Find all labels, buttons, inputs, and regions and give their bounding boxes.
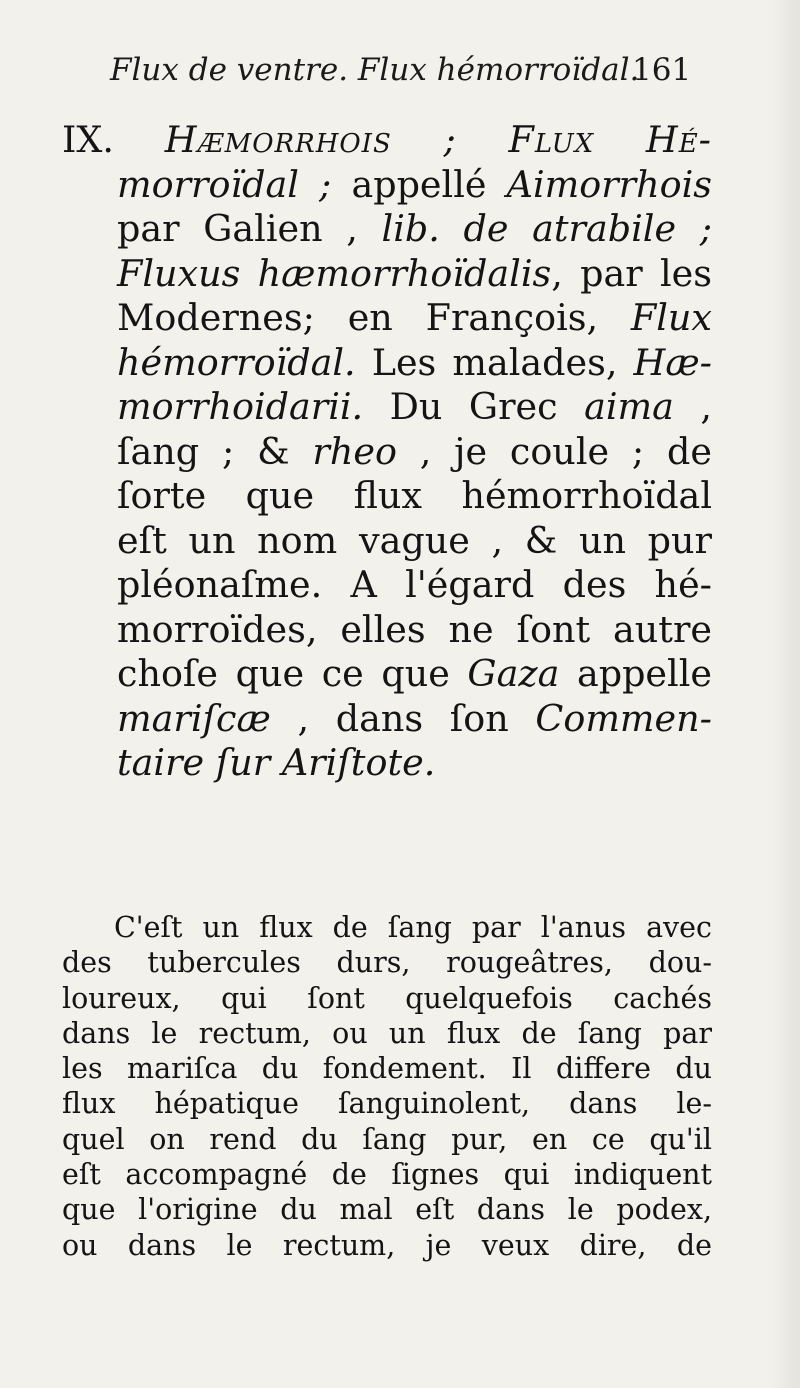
text-line — [62, 341, 712, 386]
text-run: morroïdes, elles ne ſont autre — [117, 607, 712, 651]
text-line: que l'origine du mal eſt dans le podex, — [62, 1193, 712, 1227]
text-line — [62, 430, 712, 475]
italic-run: lib. de atrabile ; — [381, 207, 712, 250]
page-edge-shadow — [770, 0, 800, 1388]
italic-run: Hæ- — [633, 340, 712, 384]
text-run: , dans ſon — [270, 696, 536, 740]
page-header — [110, 52, 710, 102]
italic-run: rheo — [312, 429, 397, 473]
text-line — [62, 207, 712, 252]
text-line — [62, 252, 712, 297]
italic-run: morrhoidarii. — [117, 385, 364, 428]
text-line — [62, 697, 712, 742]
italic-run: Gaza — [467, 652, 560, 695]
italic-run: aima — [584, 385, 674, 428]
text-run: Les malades, — [355, 340, 634, 384]
text-line — [62, 519, 712, 564]
text-run: choſe que ce que — [117, 652, 468, 695]
text-run: , je coule ; de — [396, 429, 712, 473]
text-line: C'eſt un flux de ſang par l'anus avec — [114, 911, 712, 944]
text-line: les mariſca du fondement. Il differe du — [62, 1052, 712, 1086]
text-run: eſt un nom vague , & un pur — [117, 518, 712, 562]
text-run: IX. — [62, 118, 165, 161]
article-heading-paragraph — [62, 118, 712, 786]
page-number: 161 — [632, 52, 692, 88]
italic-run: Fluxus hæmorrhoïdalis — [117, 251, 552, 295]
text-run: par Galien , — [117, 207, 382, 250]
italic-run: mariſcæ — [117, 696, 271, 740]
text-run: Du Grec — [363, 385, 585, 428]
text-line: des tubercules durs, rougeâtres, dou- — [62, 946, 712, 980]
running-title: Flux de ventre. Flux hémorroïdal. — [110, 52, 640, 88]
italic-run: Aimorrhois — [506, 162, 712, 206]
text-line: loureux, qui ſont quelquefois cachés — [62, 981, 712, 1015]
text-line — [62, 741, 712, 786]
text-run: ſang ; & — [117, 429, 313, 473]
italic-run: hémorroïdal. — [117, 340, 356, 384]
text-line: dans le rectum, ou un flux de ſang par — [62, 1016, 712, 1050]
italic-run: Commen- — [535, 696, 712, 740]
text-line — [62, 652, 712, 697]
text-line: ou dans le rectum, je veux dire, de — [62, 1228, 712, 1262]
text-line: quel on rend du ſang pur, en ce qu'il — [62, 1122, 712, 1156]
text-line: eſt accompagné de ſignes qui indiquent — [62, 1158, 712, 1192]
text-run: , par les — [551, 251, 712, 295]
text-line — [62, 163, 712, 208]
text-line — [62, 608, 712, 653]
text-line — [62, 474, 712, 519]
text-run: ſorte que flux hémorrhoïdal — [117, 474, 712, 517]
text-run: appelle — [559, 652, 712, 695]
text-run: pléonaſme. A l'égard des hé- — [117, 563, 712, 606]
italic-run: morroïdal ; — [117, 162, 332, 206]
text-line — [62, 563, 712, 608]
text-run: Modernes; en François, — [117, 296, 631, 339]
italic-run: Hæmorrhois ; Flux Hé- — [164, 118, 712, 161]
text-line — [62, 296, 712, 341]
text-run: , — [673, 385, 712, 428]
italic-run: taire ſur Ariſtote. — [117, 741, 436, 784]
text-run: appellé — [331, 162, 507, 206]
text-line: flux hépatique ſanguinolent, dans le- — [62, 1087, 712, 1121]
text-line — [62, 118, 712, 163]
italic-run: Flux — [630, 296, 712, 339]
text-line — [62, 385, 712, 430]
description-paragraph — [62, 910, 712, 1263]
